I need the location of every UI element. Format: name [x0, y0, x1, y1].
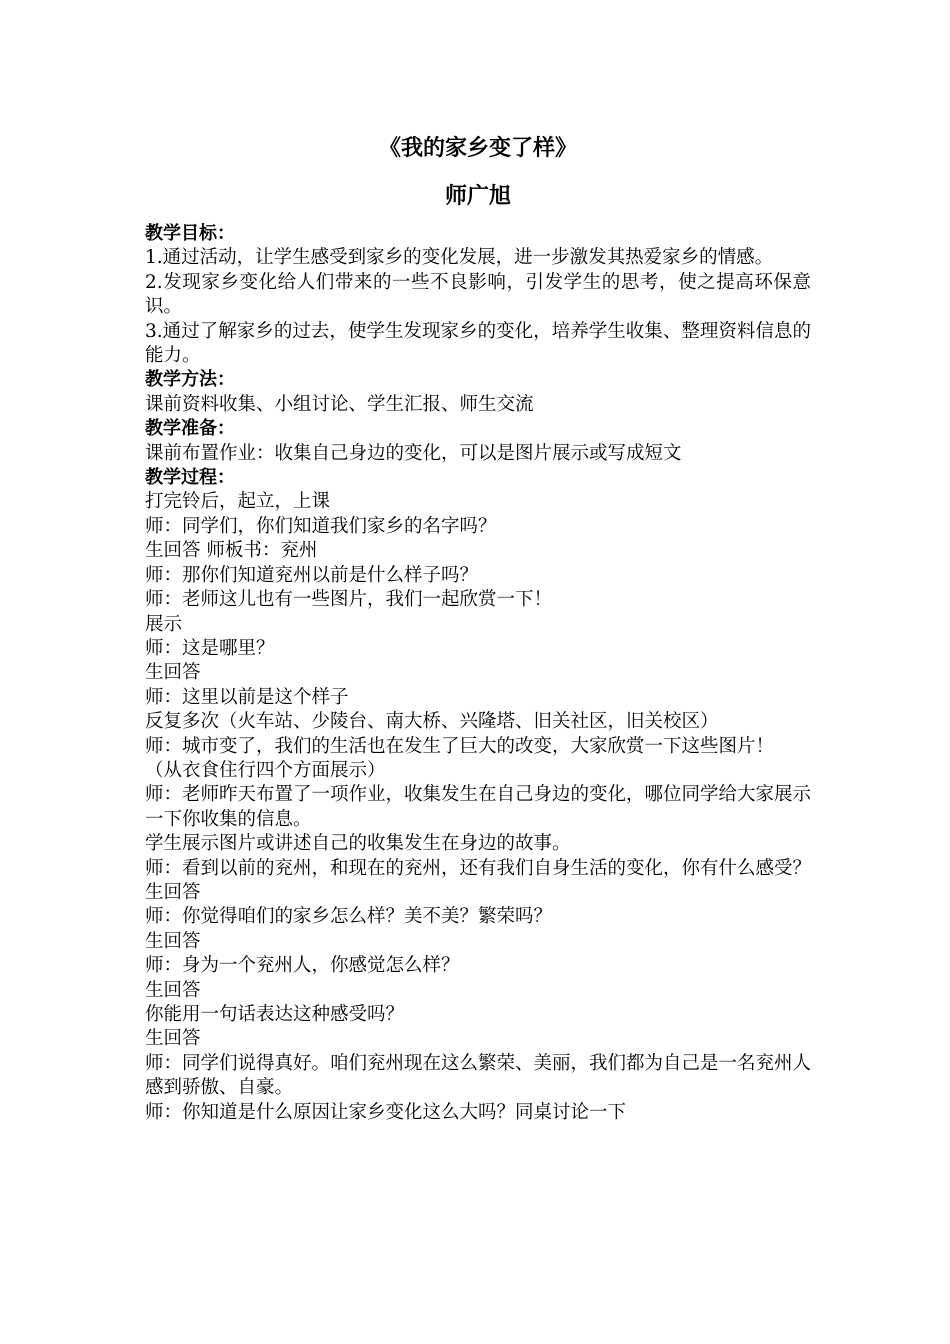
objective-item: 2.发现家乡变化给人们带来的一些不良影响，引发学生的思考，使之提高环保意识。 — [145, 271, 811, 318]
process-line: 生回答 — [145, 930, 201, 952]
process-line: 师：那你们知道兖州以前是什么样子吗？ — [145, 564, 479, 586]
process-line: 师：老师昨天布置了一项作业，收集发生在自己身边的变化，哪位同学给大家展示一下你收集的信息。 — [145, 784, 812, 830]
process-line: 师：这是哪里？ — [145, 637, 275, 659]
document-author: 师广旭 — [444, 184, 511, 209]
objectives-heading: 教学目标： — [145, 223, 235, 244]
process-line: 师：同学们说得真好。咱们兖州现在这么繁荣、美丽，我们都为自己是一名兖州人感到骄傲、自豪。 — [145, 1052, 812, 1099]
process-line: （从衣食住行四个方面展示） — [145, 759, 386, 781]
process-line: 师：这里以前是这个样子 — [145, 686, 349, 708]
objective-item: 3.通过了解家乡的过去，使学生发现家乡的变化，培养学生收集、整理资料信息的能力。 — [145, 320, 811, 367]
document-title: 《我的家乡变了样》 — [378, 136, 577, 161]
process-line: 打完铃后，起立，上课 — [145, 491, 331, 513]
process-line: 生回答 — [145, 1028, 201, 1050]
process-line: 师：城市变了，我们的生活也在发生了巨大的改变，大家欣赏一下这些图片！ — [145, 735, 775, 757]
process-line: 生回答 师板书：兖州 — [145, 540, 318, 562]
process-line: 师：你知道是什么原因让家乡变化这么大吗？同桌讨论一下 — [145, 1101, 627, 1123]
document-page — [145, 128, 811, 1125]
methods-text: 课前资料收集、小组讨论、学生汇报、师生交流 — [145, 393, 534, 415]
process-line: 生回答 — [145, 979, 201, 1001]
objective-item: 1.通过活动，让学生感受到家乡的变化发展，进一步激发其热爱家乡的情感。 — [145, 247, 774, 269]
preparation-heading: 教学准备： — [145, 418, 235, 440]
process-line: 生回答 — [145, 881, 201, 903]
process-line: 反复多次（火车站、少陵台、南大桥、兴隆塔、旧关社区，旧关校区） — [145, 711, 719, 733]
process-line: 师：你觉得咱们的家乡怎么样？美不美？繁荣吗？ — [145, 906, 553, 928]
process-line: 师：老师这儿也有一些图片，我们一起欣赏一下！ — [145, 589, 553, 611]
preparation-text: 课前布置作业：收集自己身边的变化，可以是图片展示或写成短文 — [145, 442, 682, 464]
process-line: 你能用一句话表达这种感受吗？ — [145, 1004, 405, 1025]
process-line: 展示 — [145, 613, 183, 635]
process-line: 生回答 — [145, 662, 201, 684]
process-line: 师：看到以前的兖州，和现在的兖州，还有我们自身生活的变化，你有什么感受？ — [145, 857, 812, 879]
process-heading: 教学过程： — [145, 467, 235, 489]
methods-heading: 教学方法： — [145, 369, 235, 391]
process-line: 师：同学们，你们知道我们家乡的名字吗？ — [145, 515, 497, 537]
process-line: 师：身为一个兖州人，你感觉怎么样？ — [145, 955, 460, 977]
process-line: 学生展示图片或讲述自己的收集发生在身边的故事。 — [145, 833, 571, 855]
